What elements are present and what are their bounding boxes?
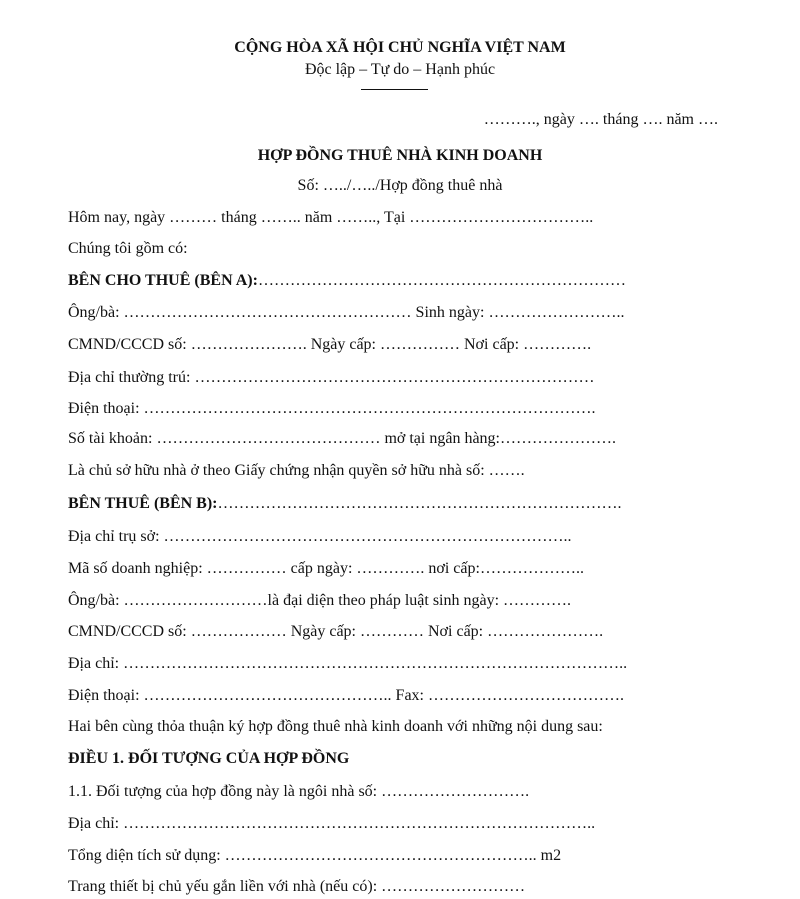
party-b-heading: [68, 494, 622, 514]
party-a-ownership-line: Là chủ sở hữu nhà ở theo Giấy chứng nhận quyền sở hữu nhà số: …….: [68, 462, 525, 479]
party-b-office-line: Địa chỉ trụ sở: …………………………………………………………………..: [68, 528, 572, 545]
article-1-equipment-line: Trang thiết bị chủ yếu gắn liền với nhà (nếu có): ………………………: [68, 878, 526, 895]
article-1-area-line: Tổng diện tích sử dụng: ………………………………………………….. m2: [68, 847, 562, 864]
motto: Độc lập – Tự do – Hạnh phúc: [304, 61, 496, 78]
party-b-heading-label: BÊN THUÊ (BÊN B):: [68, 495, 218, 512]
party-a-heading: [68, 271, 626, 291]
agreement-statement: Hai bên cùng thỏa thuận ký hợp đồng thuê nhà kinh doanh với những nội dung sau:: [68, 718, 603, 735]
party-b-phone-line: Điện thoại: ……………………………………….. Fax: ……………………………….: [68, 687, 624, 704]
party-a-phone-line: Điện thoại: ………………………………………………………………………….: [68, 400, 596, 417]
party-a-id-line: CMND/CCCD số: …………………. Ngày cấp: …………… Nơi cấp: ………….: [68, 336, 592, 353]
parties-line: Chúng tôi gồm có:: [68, 240, 188, 257]
document-number: Số: …../…../Hợp đồng thuê nhà: [297, 177, 503, 194]
article-1-object-line: 1.1. Đối tượng của hợp đồng này là ngôi nhà số: ……………………….: [68, 783, 530, 800]
party-b-id-line: CMND/CCCD số: ……………… Ngày cấp: ………… Nơi cấp: ………………….: [68, 623, 604, 640]
party-b-heading-dots: ………………………………………………………………….: [217, 495, 622, 512]
article-1-heading: ĐIỀU 1. ĐỐI TƯỢNG CỦA HỢP ĐỒNG: [68, 750, 350, 767]
document-title: HỢP ĐỒNG THUÊ NHÀ KINH DOANH: [257, 147, 543, 164]
party-a-account-line: Số tài khoản: …………………………………… mở tại ngân hàng:………………….: [68, 430, 616, 447]
party-a-heading-label: BÊN CHO THUÊ (BÊN A):: [68, 272, 258, 289]
party-a-name-line: Ông/bà: ……………………………………………… Sinh ngày: ……………………..: [68, 304, 625, 321]
header-divider: [361, 89, 428, 90]
today-line: Hôm nay, ngày ……… tháng …….. năm …….., Tại ……………………………..: [68, 209, 594, 226]
party-b-address-line: Địa chỉ: …………………………………………………………………………………..: [68, 655, 628, 672]
date-line: ………., ngày …. tháng …. năm ….: [483, 111, 718, 128]
party-a-heading-dots: ……………………………………………………………: [257, 272, 626, 289]
nation-title: CỘNG HÒA XÃ HỘI CHỦ NGHĨA VIỆT NAM: [234, 39, 566, 56]
article-1-address-line: Địa chỉ: ……………………………………………………………………………..: [68, 815, 596, 832]
party-b-rep-line: Ông/bà: ………………………là đại diện theo pháp luật sinh ngày: ………….: [68, 592, 572, 609]
party-b-tax-line: Mã số doanh nghiệp: …………… cấp ngày: …………. nơi cấp:………………..: [68, 560, 584, 577]
party-a-address-line: Địa chỉ thường trú: …………………………………………………………………: [68, 369, 595, 386]
